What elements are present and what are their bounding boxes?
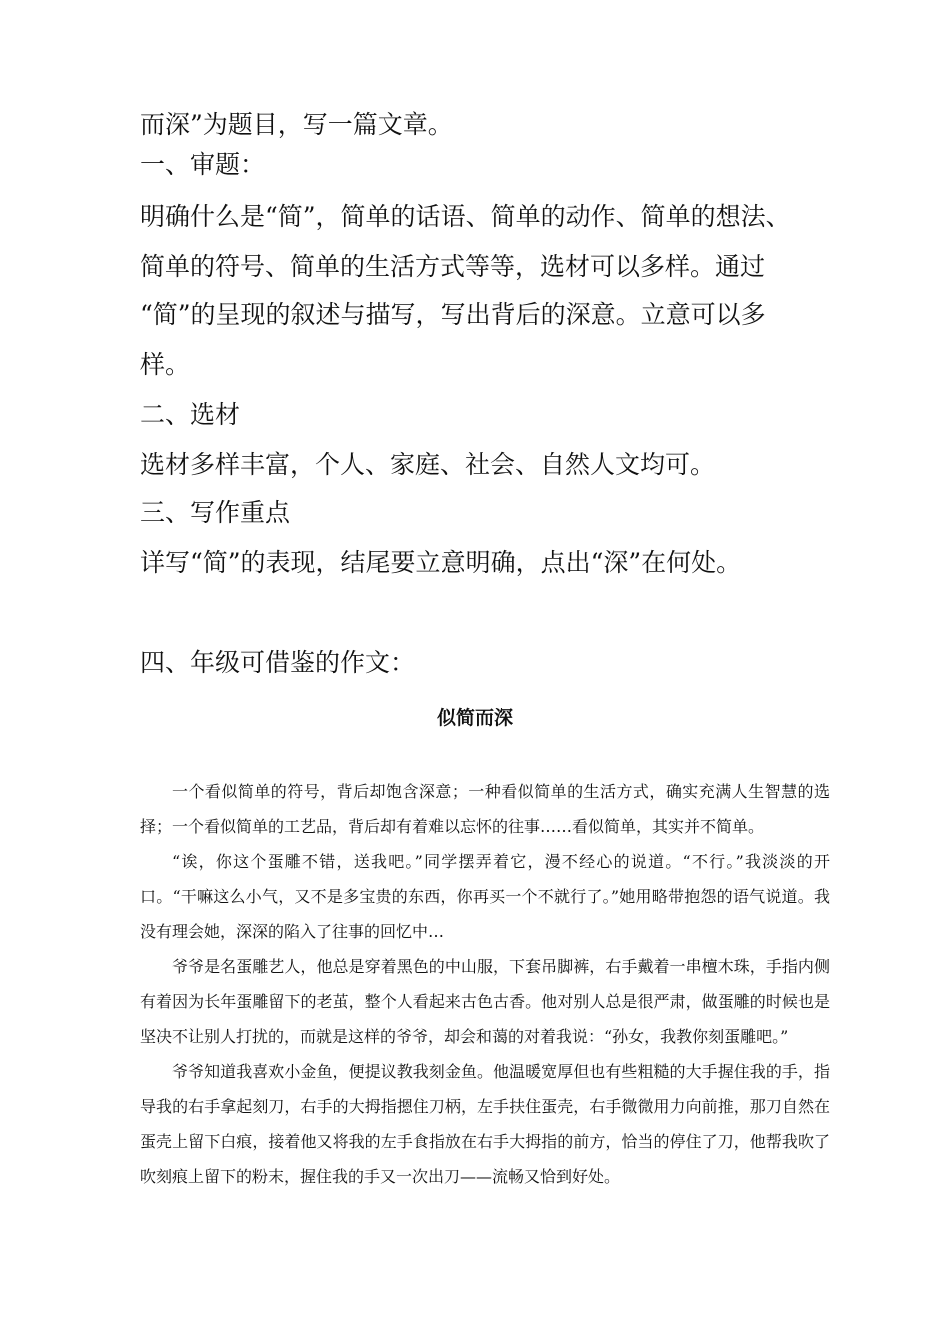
intro-line: 而深”为题目，写一篇文章。: [140, 110, 453, 139]
section1-line-4: 样。: [140, 350, 191, 379]
essay-paragraph: “诶，你这个蛋雕不错，送我吧。”同学摆弄着它，漫不经心的说道。“不行。”我淡淡的开口。“干嘛这么小气，又不是多宝贵的东西，你再买一个不就行了。”她用略带抱怨的语气说道。我没有理会她，深深的陷入了往事的回忆中…: [140, 852, 830, 941]
section3-body: 详写“简”的表现，结尾要立意明确，点出“深”在何处。: [140, 548, 742, 577]
section-heading-4: 四、年级可借鉴的作文：: [140, 648, 416, 677]
essay-paragraph: 一个看似简单的符号，背后却饱含深意；一种看似简单的生活方式，确实充满人生智慧的选择；一个看似简单的工艺品，背后却有着难以忘怀的往事……看似简单，其实并不简单。: [140, 782, 830, 836]
essay-title: 似简而深: [436, 707, 513, 729]
essay-paragraph: 爷爷是名蛋雕艺人，他总是穿着黑色的中山服，下套吊脚裤，右手戴着一串檀木珠，手指内侧有着因为长年蛋雕留下的老茧，整个人看起来古色古香。他对别人总是很严肃，做蛋雕的时候也是坚决不让别人打扰的，而就是这样的爷爷，却会和蔼的对着我说：“孙女，我教你刻蛋雕吧。”: [140, 957, 830, 1046]
section-heading-3: 三、写作重点: [140, 498, 291, 527]
section1-line-1: 明确什么是“简”，简单的话语、简单的动作、简单的想法、: [140, 202, 791, 231]
section1-line-3: “简”的呈现的叙述与描写，写出背后的深意。立意可以多: [140, 300, 766, 329]
essay-paragraph: 爷爷知道我喜欢小金鱼，便提议教我刻金鱼。他温暖宽厚但也有些粗糙的大手握住我的手，指导我的右手拿起刻刀，右手的大拇指摁住刀柄，左手扶住蛋壳，右手微微用力向前推，那刀自然在蛋壳上留下白痕，接着他又将我的左手食指放在右手大拇指的前方，恰当的停住了刀，他帮我吹了吹刻痕上留下的粉末，握住我的手又一次出刀——流畅又恰到好处。: [140, 1062, 830, 1186]
essay-body: [140, 774, 830, 1194]
section1-line-2: 简单的符号、简单的生活方式等等，选材可以多样。通过: [140, 252, 766, 281]
section-heading-1: 一、审题：: [140, 150, 266, 179]
section2-body: 选材多样丰富，个人、家庭、社会、自然人文均可。: [140, 450, 716, 479]
section-heading-2: 二、选材: [140, 400, 241, 429]
